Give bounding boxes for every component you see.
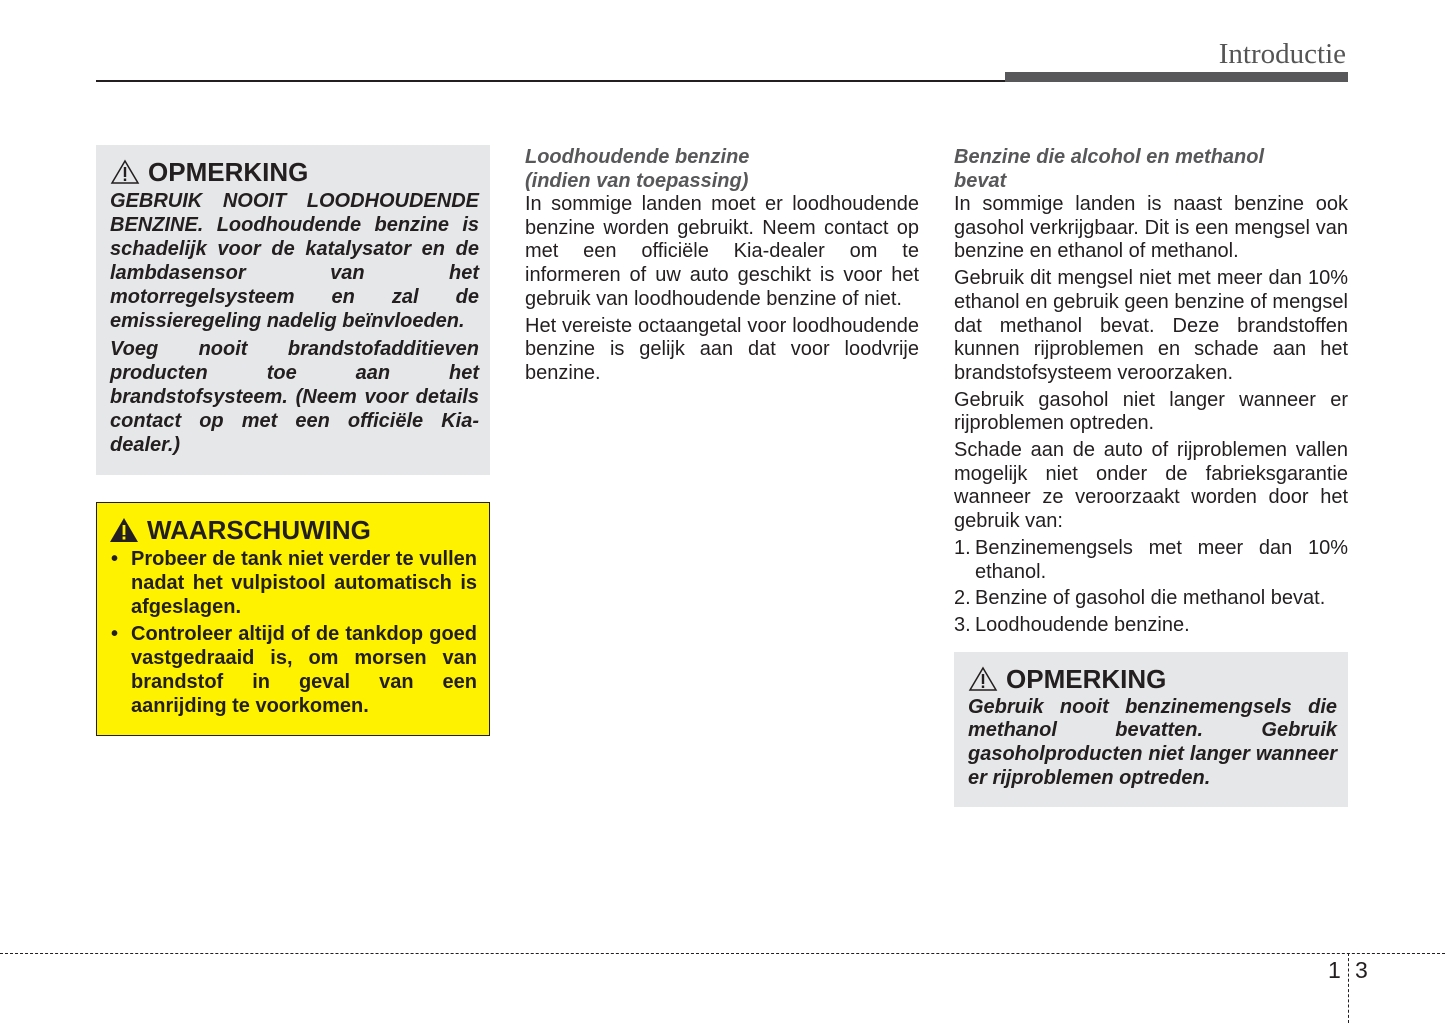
section-heading: (indien van toepassing) xyxy=(525,170,749,192)
warning-item: • Probeer de tank niet verder te vullen nadat het vulpistool automatisch is afgeslagen. xyxy=(109,547,477,619)
list-number: 2. xyxy=(954,587,971,610)
note-title: OPMERKING xyxy=(1006,663,1167,694)
caution-triangle-icon xyxy=(110,159,140,185)
list-text: Loodhoudende benzine. xyxy=(975,613,1190,636)
list-item xyxy=(954,537,1348,584)
left-column xyxy=(96,145,490,736)
note-paragraph: Voeg nooit brandstofadditieven producten toe aan het brandstofsysteem. (Neem voor details contact op met een officiële Kia-dealer.) xyxy=(110,338,479,456)
section-title: Introductie xyxy=(1218,38,1346,70)
warning-triangle-icon xyxy=(109,517,139,543)
list-number: 3. xyxy=(954,613,971,636)
section-heading: Benzine die alcohol en methanol xyxy=(954,146,1265,168)
paragraph: Gebruik gasohol niet langer wanneer er rijproblemen optreden. xyxy=(954,388,1348,435)
note-title: OPMERKING xyxy=(148,157,309,187)
list-item xyxy=(954,587,1348,611)
chapter-number: 1 xyxy=(1328,957,1341,983)
note-paragraph: GEBRUIK NOOIT LOODHOUDENDE BENZINE. Loodhoudende benzine is schadelijk voor de katalysator en de lambdasensor van het motorregelsysteem en zal de emissieregeling nadelig beïnvloeden. xyxy=(110,190,479,332)
right-column xyxy=(954,145,1348,807)
paragraph: Schade aan de auto of rijproblemen vallen mogelijk niet onder de fabrieksgarantie wanneer ze veroorzaakt worden door het gebruik van: xyxy=(954,439,1348,533)
footer-rule xyxy=(0,953,1445,954)
footer-divider xyxy=(1348,953,1349,1023)
section-heading: Loodhoudende benzine xyxy=(525,146,750,168)
section-heading: bevat xyxy=(954,170,1007,192)
paragraph: In sommige landen moet er loodhoudende benzine worden gebruikt. Neem contact op met een officiële Kia-dealer om te informeren of uw auto geschikt is voor het gebruik van loodhoudende benzine of niet. xyxy=(525,193,919,310)
header-rule xyxy=(96,80,1006,82)
warning-item: • Controleer altijd of de tankdop goed vastgedraaid is, om morsen van brandstof in geval van een aanrijding te voorkomen. xyxy=(109,622,477,718)
warning-title: WAARSCHUWING xyxy=(147,515,371,545)
numbered-list xyxy=(954,537,1348,638)
note-box xyxy=(954,652,1348,808)
page-number: 3 xyxy=(1355,957,1368,983)
list-item xyxy=(954,614,1348,638)
warning-box xyxy=(96,502,490,736)
header-bar xyxy=(1005,72,1348,82)
list-number: 1. xyxy=(954,536,971,559)
caution-triangle-icon xyxy=(968,666,998,692)
note-box xyxy=(96,145,490,475)
paragraph: In sommige landen is naast benzine ook gasohol verkrijgbaar. Dit is een mengsel van benzine en ethanol of methanol. xyxy=(954,193,1348,263)
note-paragraph: Gebruik nooit benzinemengsels die methanol bevatten. Gebruik gasoholproducten niet langer wanneer er rijproblemen optreden. xyxy=(968,695,1337,789)
paragraph: Het vereiste octaangetal voor loodhoudende benzine is gelijk aan dat voor loodvrije benzine. xyxy=(525,314,919,384)
paragraph: Gebruik dit mengsel niet met meer dan 10% ethanol en gebruik geen benzine of mengsel dat methanol bevat. Deze brandstoffen kunnen rijproblemen en schade aan het brandstofsysteem veroorzaken. xyxy=(954,267,1348,384)
list-text: Benzinemengsels met meer dan 10% ethanol. xyxy=(975,536,1348,583)
middle-column xyxy=(525,145,919,389)
list-text: Benzine of gasohol die methanol bevat. xyxy=(975,587,1326,610)
